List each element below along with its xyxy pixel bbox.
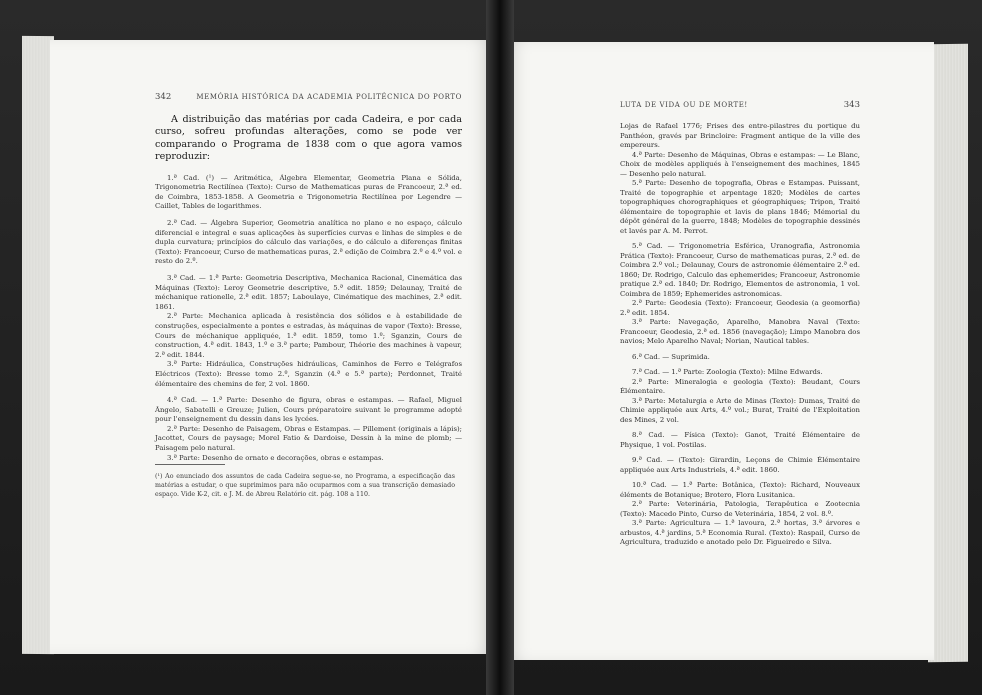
cadeira-1-text: 1.ª Cad. (¹) — Aritmética, Álgebra Elementar, Geometria Plana e Sólida, Trigonometria Rectilínea (Texto): Curso de Mathematicas puras de Francoeur, 2.ª ed. de Coimbra, 1853-1858. A Geometria e Trigonometria Rectilínea por Legendre — Caillet, Tables de logarithmes. — [155, 173, 462, 211]
footnote-divider — [155, 464, 225, 465]
desenho-continuation: Lojas de Rafael 1776; Frises des entre-pilastres du portique du Panthéon, gravés par Brincloire: Fragment antique de la ville des empereurs. — [620, 122, 860, 149]
cadeira-2-block — [155, 219, 462, 267]
cadeira-10-part-1: 10.ª Cad. — 1.ª Parte: Botânica, (Texto): Richard, Nouveaux éléments de Botanique; Brotero, Flora Lusitanica. — [620, 481, 860, 499]
desenho-part-4: 4.ª Parte: Desenho de Máquinas, Obras e estampas: — Le Blanc, Choix de modèles appliqués à l'enseignement des machines, 1845 — Desenho pelo natural. — [620, 150, 860, 178]
cadeira-5-block — [620, 242, 860, 347]
cadeira-4-part-1: 4.ª Cad. — 1.ª Parte: Desenho de figura, obras e estampas. — Rafael, Miguel Ângelo, Sabatelli e Greuze; Julien, Cours préparatoire suivant le programme adopté pour l'enseignement du dessin dans les lycées. — [155, 396, 462, 424]
cadeira-3-part-3: 3.ª Parte: Hidráulica, Construções hidráulicas, Caminhos de Ferro e Telégrafos Eléctricos (Texto): Bresse tomo 2.º, Sganzin (4.ª e 5.ª parte); Perdonnet, Traité élémentaire des chemins de fer, 2 vol. 1860. — [155, 360, 462, 388]
cadeira-9-text: 9.ª Cad. — (Texto): Girardin, Leçons de Chimie Élémentaire appliquée aux Arts Industriels, 4.ª edit. 1860. — [620, 456, 860, 474]
right-block-1 — [620, 122, 860, 236]
cadeira-4-part-2: 2.ª Parte: Desenho de Paisagem, Obras e Estampas. — Pillement (originais a lápis); Jacottet, Cours de paysage; Morel Fatio & Dardoise, Dessin à la mine de plomb; — Paisagem pelo natural. — [155, 424, 462, 453]
cadeira-8-text: 8.ª Cad. — Física (Texto): Ganot, Traité Élémentaire de Physique, 1 vol. Postilas. — [620, 431, 860, 449]
cadeira-3-part-2: 2.ª Parte: Mechanica aplicada à resistência dos sólidos e à estabilidade de construções, especialmente a pontes e estradas, às máquinas de vapor (Texto): Bresse, Cours de méchanique appliquée, 1.ª edit. 1859, tomo 1.º; Sganzin, Cours de construction, 4.ª edit. 1843, 1.º e 3.ª parte; Pambour, Théorie des machines à vapeur, 2.ª edit. 1844. — [155, 312, 462, 359]
book-spine — [486, 0, 514, 695]
cadeira-6-block — [620, 353, 860, 363]
cadeira-9-block — [620, 456, 860, 475]
left-running-head — [155, 92, 462, 102]
right-page-edges — [928, 44, 968, 662]
cadeira-5-part-3: 3.ª Parte: Navegação, Aparelho, Manobra Naval (Texto: Francoeur, Geodesia, 2.ª ed. 1856 (navegação); Limpo Manobra dos navios; Melo Aparelho Naval; Norian, Nautical tables. — [620, 318, 860, 345]
cadeira-10-part-3: 3.ª Parte: Agricultura — 1.ª lavoura, 2.ª hortas, 3.ª árvores e arbustos, 4.ª jardins, 5.ª Economia Rural. (Texto): Raspail, Curso de Agricultura, traduzido e anotado pelo Dr. Figueiredo e Silva. — [620, 519, 860, 546]
left-page-number: 342 — [155, 92, 172, 102]
cadeira-5-part-1: 5.ª Cad. — Trigonometria Esférica, Uranografia, Astronomia Prática (Texto): Francoeur, Curso de mathematicas puras, 2.ª ed. de Coimbra 2.º vol.; Delaunay, Cours de astronomie élémentaire 2.ª ed. 1860; Dr. Rodrigo, Calculo das ephemerides; Francoeur, Astronomie pratique 2.ª ed. 1840; Dr. Rodrigo, Elementos de astronomia, 1 vol. Coimbra de 1859; Ephemerides astronomicas. — [620, 242, 860, 298]
cadeira-1-block — [155, 174, 462, 212]
cadeira-3-block — [155, 274, 462, 389]
right-page — [502, 42, 934, 660]
desenho-part-5: 5.ª Parte: Desenho de topografia, Obras e Estampas. Puissant, Traité de topographie et arpentage 1820; Modèles de cartes topographiques chorographiques et géographiques; Tripon, Traité élémentaire de topographie et lavis de plans 1846; Mémorial du dépôt général de la guerre, 1848; Modèles de topographie dessinés et lavés par A. M. Perrot. — [620, 179, 860, 235]
cadeira-7-part-3: 3.ª Parte: Metalurgia e Arte de Minas (Texto): Dumas, Traité de Chimie appliquée aux Arts, 4.º vol.; Burat, Traité de l'Exploitation des Mines, 2 vol. — [620, 396, 860, 424]
cadeira-10-block — [620, 481, 860, 548]
right-running-title: LUTA DE VIDA OU DE MORTE! — [620, 101, 748, 109]
left-footnote: (¹) Ao enunciado dos assuntos de cada Cadeira segue-se, no Programa, a especificação das matérias a estudar, o que suprimimos para não ocuparmos com a sua transcrição demasiado espaço. Vide K-2, cit. e J. M. de Abreu Relatório cit. pág. 108 a 110. — [155, 473, 455, 498]
left-page — [50, 40, 496, 654]
cadeira-4-part-3: 3.ª Parte: Desenho de ornato e decorações, obras e estampas. — [167, 453, 384, 462]
cadeira-4-block — [155, 396, 462, 463]
cadeira-7-part-1: 7.ª Cad. — 1.ª Parte: Zoologia (Texto): Milne Edwards. — [632, 368, 823, 376]
right-running-head — [620, 100, 860, 110]
cadeira-10-part-2: 2.ª Parte: Veterinária, Patologia, Terapêutica e Zootecnia (Texto): Macedo Pinto, Curso de Veterinária, 1854, 2 vol. 8.º. — [620, 500, 860, 518]
left-running-title: MEMÓRIA HISTÓRICA DA ACADEMIA POLITÉCNICA DO PORTO — [196, 93, 462, 101]
cadeira-7-block — [620, 368, 860, 425]
cadeira-2-text: 2.ª Cad. — Álgebra Superior, Geometria analítica no plano e no espaço, cálculo diferencial e integral e suas aplicações às superfícies curvas e linhas de simples e de dupla curvatura; princípios do cálculo das variações, e do cálculo a diferenças finitas (Texto): Francoeur, Curso de mathematicas puras, 2.ª edição de Coimbra 2.º e 4.º vol. e resto do 2.º. — [155, 219, 462, 266]
right-page-number: 343 — [843, 100, 860, 110]
left-intro-paragraph: A distribuição das matérias por cada Cadeira, e por cada curso, sofreu profundas alterações, como se pode ver comparando o Programa de 1838 com o que agora vamos reproduzir: — [155, 114, 462, 163]
cadeira-7-part-2: 2.ª Parte: Mineralogia e geologia (Texto): Beudant, Cours Élémentaire. — [620, 377, 860, 395]
cadeira-8-block — [620, 431, 860, 450]
cadeira-6-text: 6.ª Cad. — Suprimida. — [632, 352, 710, 361]
cadeira-3-part-1: 3.ª Cad. — 1.ª Parte: Geometria Descriptiva, Mechanica Racional, Cinemática das Máquinas (Texto): Leroy Geometrie descriptive, 5.ª edit. 1859; Delaunay, Traité de méchanique rationelle, 2.ª edit. 1857; Laboulaye, Cinématique des machines, 2.ª edit. 1861. — [155, 273, 462, 311]
cadeira-5-part-2: 2.ª Parte: Geodesia (Texto): Francoeur, Geodesia (a geomorfia) 2.ª edit. 1854. — [620, 299, 860, 317]
